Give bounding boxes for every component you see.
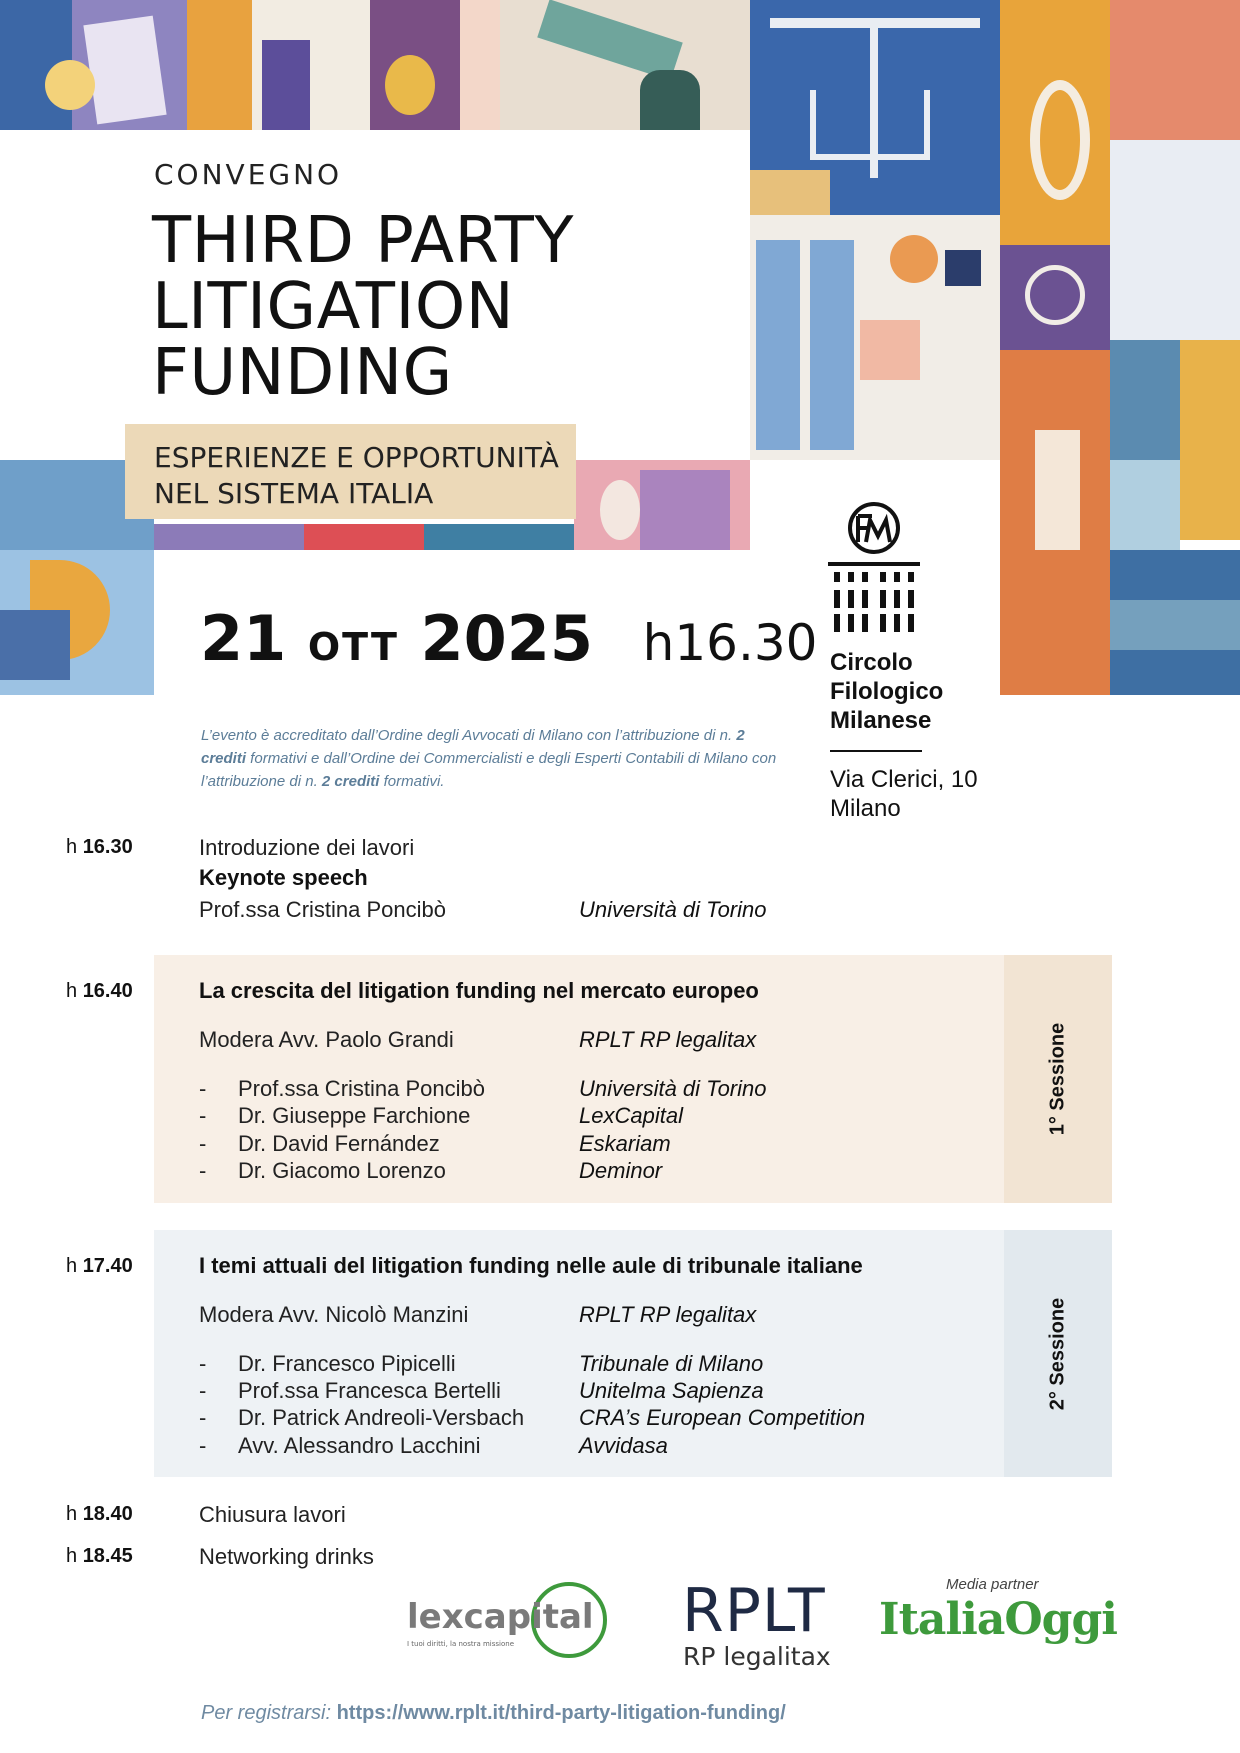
venue-name-line: Filologico [830, 678, 944, 705]
event-date [200, 602, 818, 675]
time-value: 18.45 [82, 1545, 133, 1567]
credits-count: 2 crediti [321, 773, 380, 790]
venue-address-line: Via Clerici, 10 [830, 766, 978, 793]
speaker-name: Dr. Patrick Andreoli-Versbach [238, 1405, 525, 1430]
venue-address [830, 765, 978, 823]
subtitle-line: NEL SISTEMA ITALIA [154, 477, 434, 510]
keynote-speaker: Prof.ssa Cristina Poncibò [199, 897, 446, 922]
closing-time [66, 1503, 133, 1526]
accreditation-text: L’evento è accreditato dall’Ordine degli Avvocati di Milano con l’attribuzione di n. [201, 727, 737, 744]
speaker-affiliation: Unitelma Sapienza [579, 1378, 764, 1403]
venue-name-line: Circolo [830, 649, 913, 676]
artwork-top-strip [0, 0, 750, 130]
session1-time [66, 980, 133, 1003]
speaker-affiliation: CRA’s European Competition [579, 1405, 866, 1430]
title-line: LITIGATION [152, 270, 515, 344]
session2-moderator: Modera Avv. Nicolò Manzini [199, 1302, 469, 1327]
lexcapital-tagline: I tuoi diritti, la nostra missione [407, 1640, 515, 1648]
speaker-name: Dr. Francesco Pipicelli [238, 1351, 456, 1376]
session2-moderator-affiliation: RPLT RP legalitax [579, 1302, 757, 1327]
time-value: 16.40 [82, 980, 133, 1002]
session1-sidebar [1004, 955, 1112, 1203]
subtitle-line: ESPERIENZE E OPPORTUNITÀ [154, 441, 559, 474]
time-prefix: h [66, 980, 83, 1002]
speaker-bullet: - [199, 1405, 207, 1430]
lexcapital-wordmark: lexcapital [407, 1597, 594, 1637]
event-year: 2025 [420, 602, 594, 675]
time-prefix: h [66, 836, 83, 858]
rplt-subtitle: RP legalitax [683, 1642, 831, 1671]
time-value: 17.40 [82, 1255, 133, 1277]
speaker-bullet: - [199, 1131, 207, 1156]
accreditation-text: formativi e dall’Ordine dei Commercialisti e degli Esperti Contabili di Milano con l’attribuzione di n. [201, 750, 777, 790]
event-month: OTT [307, 625, 399, 669]
session1-label: 1° Sessione [1046, 1022, 1069, 1136]
time-prefix: h [66, 1545, 83, 1567]
event-hour: h16.30 [642, 614, 818, 672]
speaker-bullet: - [199, 1378, 207, 1403]
keynote-affiliation: Università di Torino [579, 897, 767, 922]
speaker-name: Prof.ssa Francesca Bertelli [238, 1378, 501, 1403]
title-line: FUNDING [152, 336, 453, 410]
registration-line [201, 1702, 786, 1725]
session2-sidebar [1004, 1230, 1112, 1477]
session2-title: I temi attuali del litigation funding nelle aule di tribunale italiane [199, 1253, 863, 1278]
accreditation-text: formativi. [379, 773, 445, 790]
venue-name-line: Milanese [830, 707, 932, 734]
intro-time [66, 836, 133, 859]
accreditation-note [201, 724, 781, 793]
speaker-name: Prof.ssa Cristina Poncibò [238, 1076, 485, 1101]
speaker-bullet: - [199, 1351, 207, 1376]
rplt-logo: RPLT [682, 1576, 826, 1646]
time-prefix: h [66, 1255, 83, 1277]
keynote-label: Keynote speech [199, 865, 368, 890]
speaker-bullet: - [199, 1158, 207, 1183]
time-value: 16.30 [82, 836, 133, 858]
speaker-name: Dr. Giacomo Lorenzo [238, 1158, 446, 1183]
venue-logo-icon [826, 502, 922, 636]
speaker-bullet: - [199, 1076, 207, 1101]
speaker-name: Avv. Alessandro Lacchini [238, 1433, 481, 1458]
media-partner-label: Media partner [946, 1576, 1039, 1593]
venue-name [830, 648, 943, 735]
venue-divider [830, 750, 922, 752]
speaker-name: Dr. Giuseppe Farchione [238, 1103, 471, 1128]
artwork-right-column [750, 0, 1240, 695]
lexcapital-logo [405, 1580, 613, 1660]
session1-moderator: Modera Avv. Paolo Grandi [199, 1027, 454, 1052]
speaker-affiliation: Eskariam [579, 1131, 671, 1156]
speaker-affiliation: Avvidasa [579, 1433, 668, 1458]
session2-time [66, 1255, 133, 1278]
speaker-affiliation: Tribunale di Milano [579, 1351, 764, 1376]
session1-title: La crescita del litigation funding nel mercato europeo [199, 978, 759, 1003]
speaker-name: Dr. David Fernández [238, 1131, 440, 1156]
event-day: 21 [200, 602, 287, 675]
venue-address-line: Milano [830, 795, 901, 822]
time-value: 18.40 [82, 1503, 133, 1525]
speaker-affiliation: Deminor [579, 1158, 663, 1183]
event-kicker: CONVEGNO [154, 158, 343, 191]
time-prefix: h [66, 1503, 83, 1525]
artwork-left-block [0, 550, 154, 695]
credits-count: 2 crediti [201, 727, 745, 767]
networking-text: Networking drinks [199, 1544, 374, 1569]
networking-time [66, 1545, 133, 1568]
registration-label: Per registrarsi: [201, 1702, 337, 1724]
intro-line: Introduzione dei lavori [199, 835, 415, 860]
italiaoggi-logo: ItaliaOggi [879, 1594, 1117, 1645]
session1-moderator-affiliation: RPLT RP legalitax [579, 1027, 757, 1052]
session2-label: 2° Sessione [1046, 1297, 1069, 1410]
speaker-bullet: - [199, 1103, 207, 1128]
event-subtitle [125, 424, 576, 519]
speaker-affiliation: Università di Torino [579, 1076, 767, 1101]
event-title [152, 204, 574, 410]
closing-text: Chiusura lavori [199, 1502, 346, 1527]
speaker-affiliation: LexCapital [579, 1103, 683, 1128]
speaker-bullet: - [199, 1433, 207, 1458]
registration-link[interactable]: https://www.rplt.it/third-party-litigation-funding/ [336, 1702, 786, 1724]
title-line: THIRD PARTY [152, 204, 574, 278]
